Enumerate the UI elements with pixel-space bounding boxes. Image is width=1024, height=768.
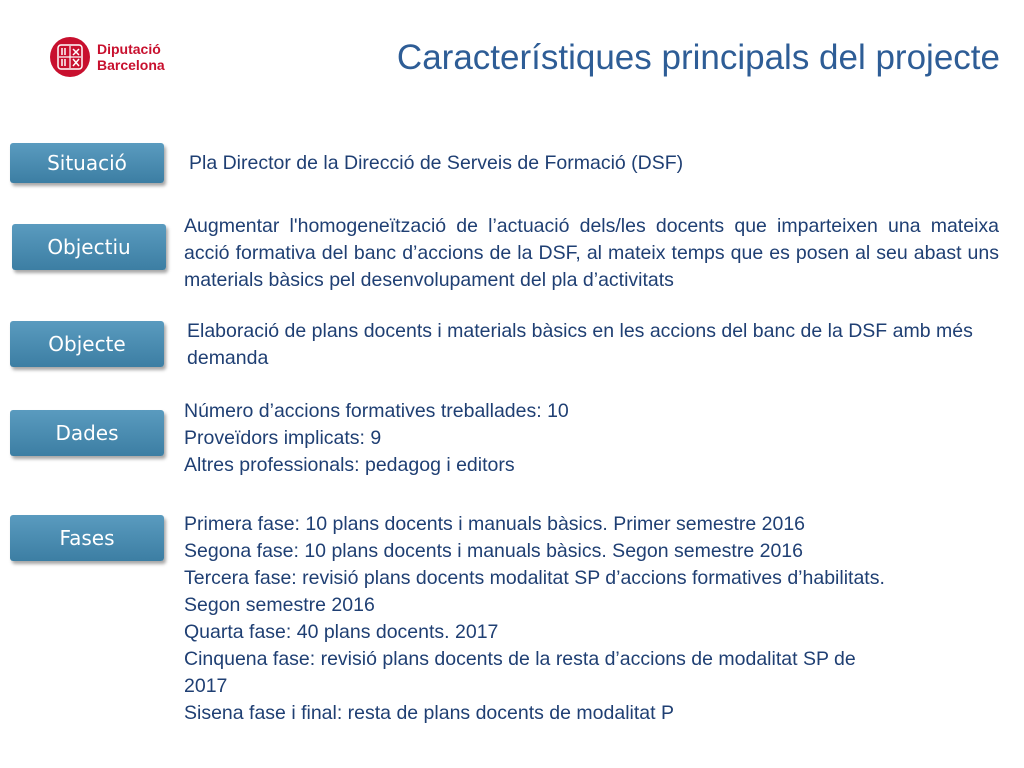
logo [50,37,165,77]
dades-text [184,398,1004,479]
fases-line: Cinquena fase: revisió plans docents de la resta d’accions de modalitat SP de [184,648,856,670]
dades-line: Proveïdors implicats: 9 [184,427,382,449]
logo-line-1: Diputació [97,41,161,57]
fases-line: Tercera fase: revisió plans docents modalitat SP d’accions formatives d’habilitats. [184,567,885,589]
fases-line: Segon semestre 2016 [184,594,375,616]
fases-line: Primera fase: 10 plans docents i manuals bàsics. Primer semestre 2016 [184,513,806,535]
fases-line: Segona fase: 10 plans docents i manuals bàsics. Segon semestre 2016 [184,540,803,562]
logo-line-2: Barcelona [97,57,165,73]
dades-label: Dades [10,410,164,456]
fases-line: Sisena fase i final: resta de plans docents de modalitat P [184,702,674,724]
page-title: Característiques principals del projecte [396,38,1000,77]
objecte-text: Elaboració de plans docents i materials bàsics en les accions del banc de la DSF amb més demanda [187,320,973,369]
dades-line: Número d’accions formatives treballades: 10 [184,400,569,422]
situacio-label: Situació [10,143,164,183]
objectiu-label: Objectiu [12,224,166,270]
fases-line: 2017 [184,675,228,697]
logo-text [97,41,165,73]
objectiu-text: Augmentar l'homogeneïtzació de l’actuació dels/les docents que imparteixen una mateixa acció formativa del banc d’accions de la DSF, al mateix temps que es posen al seu abast uns materials bàsics pel desenvolupament del pla d’activitats [184,215,999,291]
dades-line: Altres professionals: pedagog i editors [184,454,515,476]
fases-text [184,511,1014,727]
situacio-text [189,150,999,177]
situacio-line: Pla Director de la Direcció de Serveis de Formació (DSF) [189,152,684,174]
objecte-label: Objecte [10,321,164,367]
diputacio-barcelona-seal-icon [50,37,90,77]
fases-line: Quarta fase: 40 plans docents. 2017 [184,621,499,643]
fases-label: Fases [10,515,164,561]
